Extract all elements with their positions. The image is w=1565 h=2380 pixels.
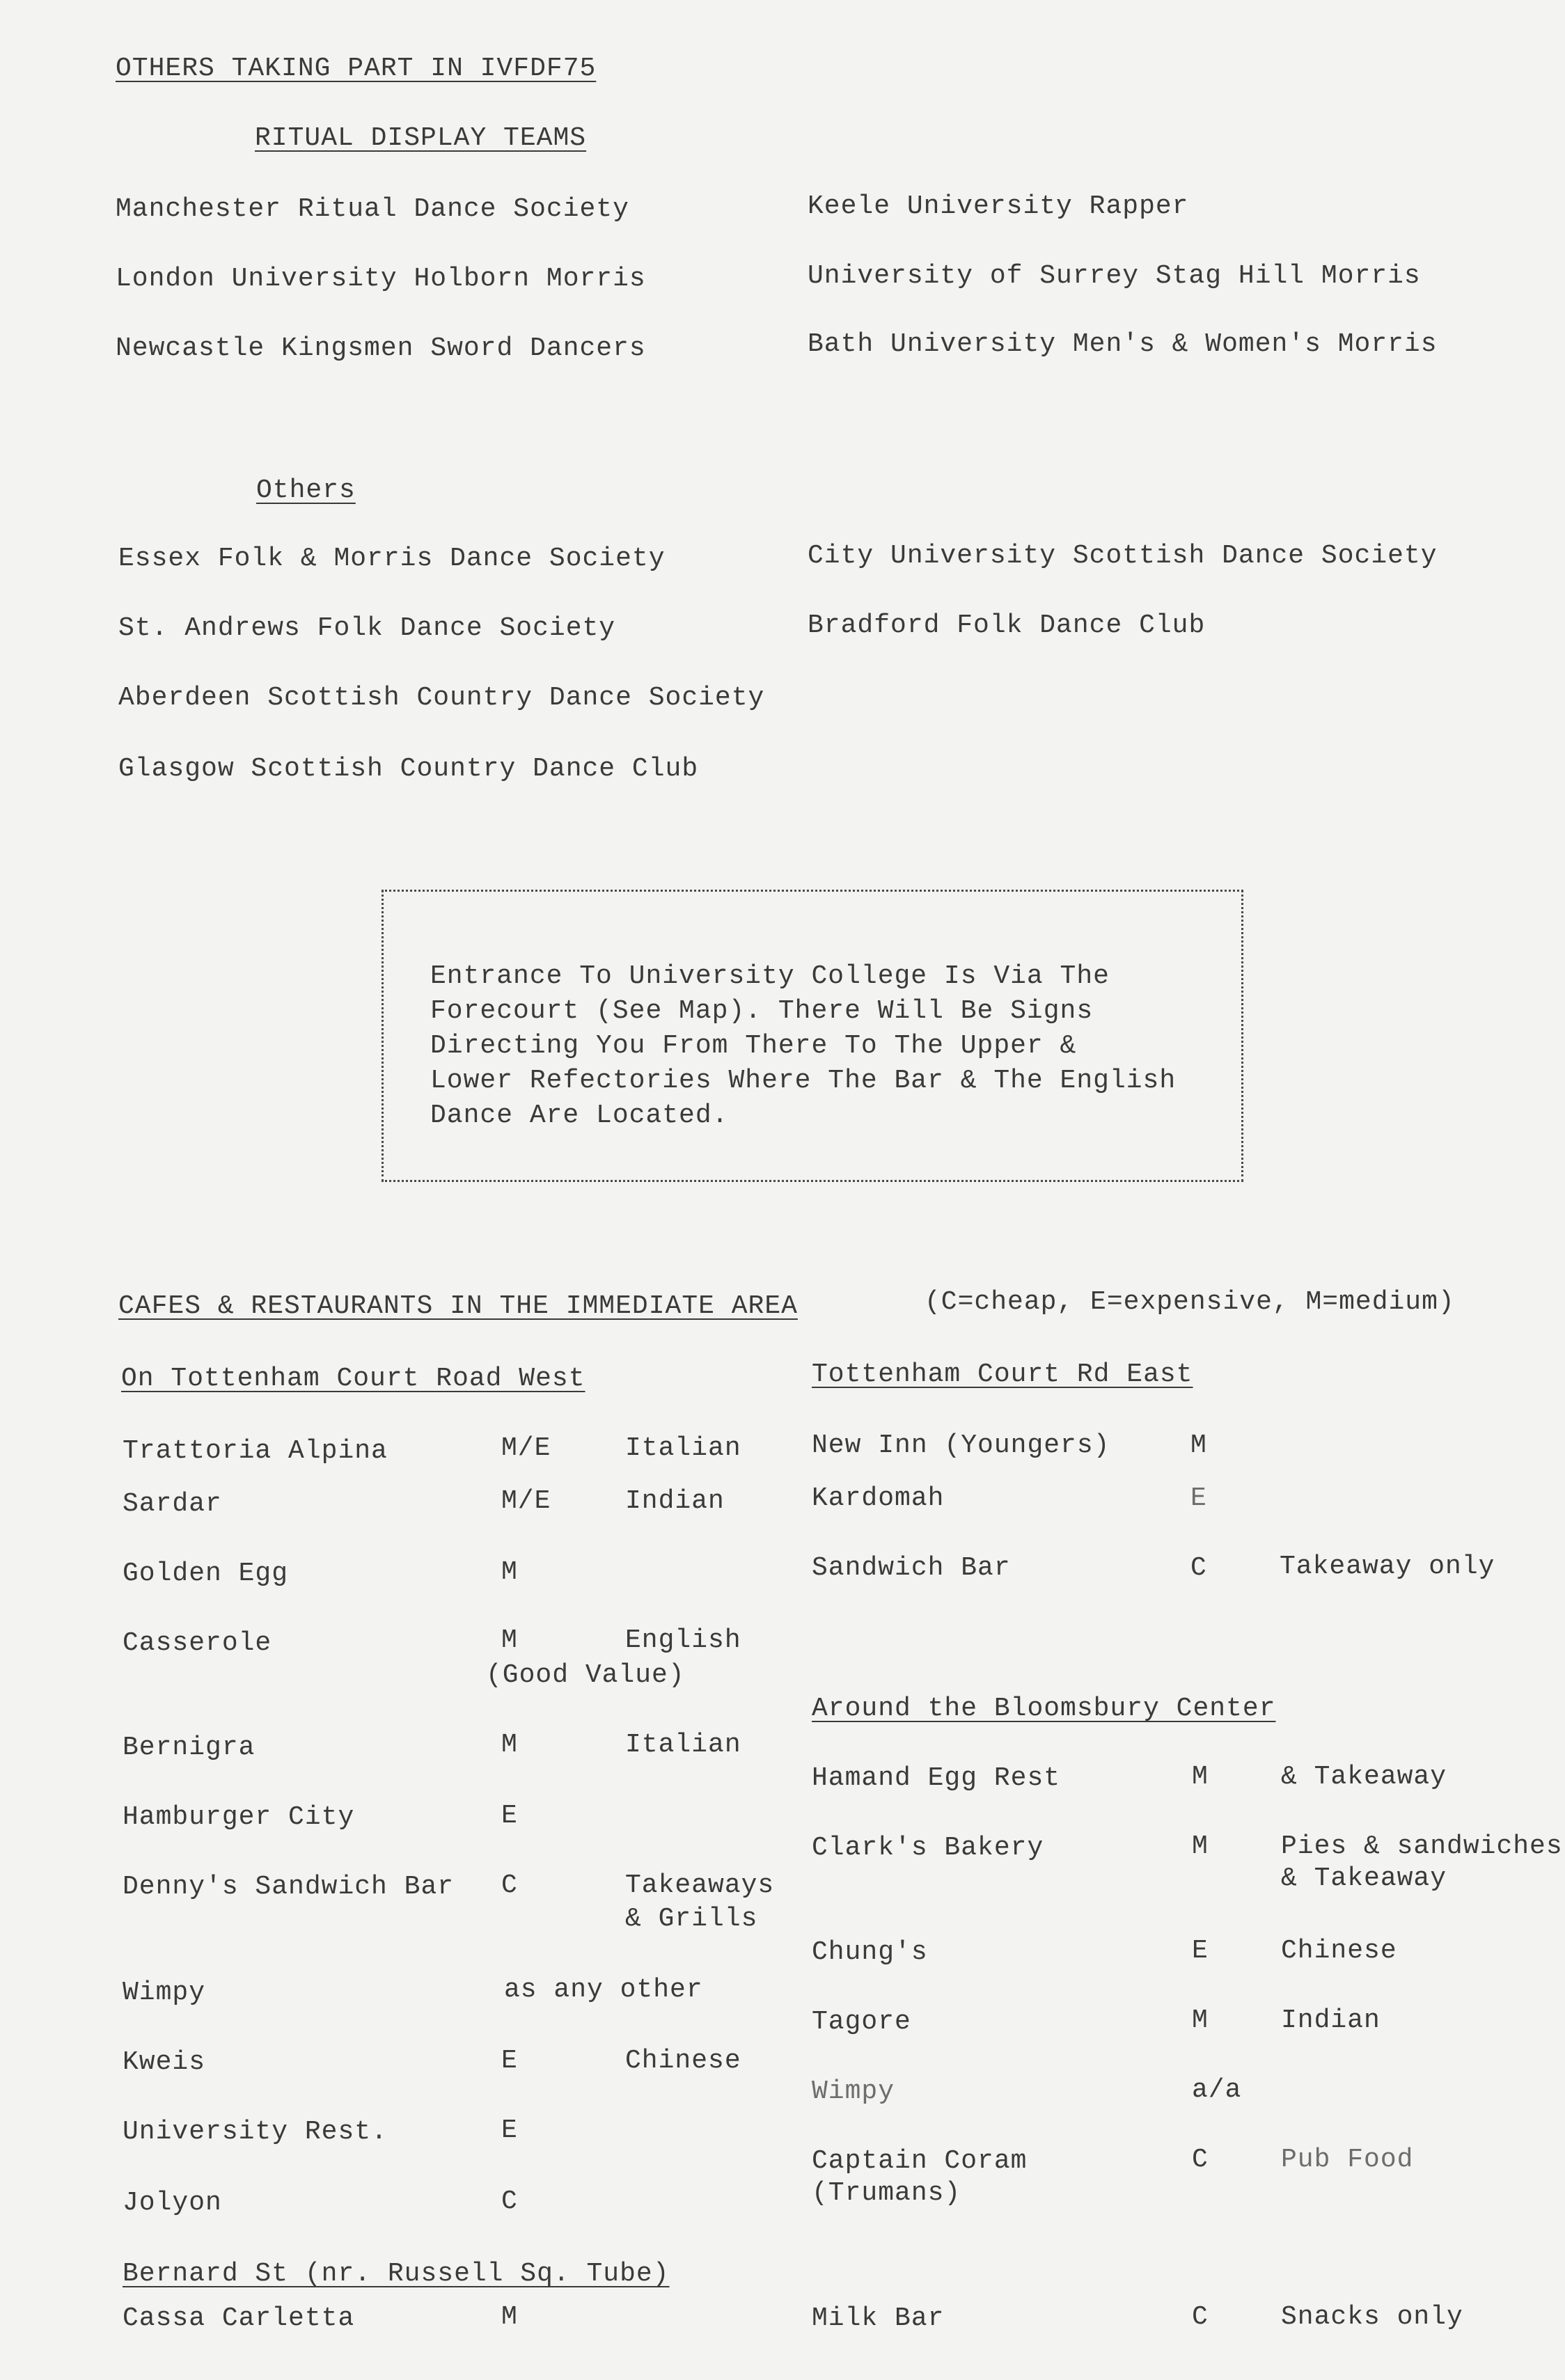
restaurant-note-2: & Takeaway [1281,1863,1447,1893]
restaurant-name: Hamand Egg Rest [812,1763,1061,1793]
ritual-team: London University Holborn Morris [116,264,646,294]
society-item: St. Andrews Folk Dance Society [118,613,616,643]
restaurant-name: Sandwich Bar [812,1553,1011,1583]
ritual-team: Keele University Rapper [808,191,1189,221]
restaurant-name: Hamburger City [123,1802,355,1832]
society-item: Essex Folk & Morris Dance Society [118,544,666,574]
ritual-team: Manchester Ritual Dance Society [116,194,629,224]
restaurant-price: M [1192,1831,1209,1861]
restaurant-note: & Takeaway [1281,1762,1447,1792]
bernard-heading: Bernard St (nr. Russell Sq. Tube) [123,2259,670,2289]
restaurant-note: Pies & sandwiches [1281,1831,1563,1861]
restaurant-name: Captain Coram [812,2146,1028,2176]
restaurant-name: Clark's Bakery [812,1833,1044,1863]
restaurant-name: Kweis [123,2047,206,2077]
society-item: Glasgow Scottish Country Dance Club [118,754,699,784]
restaurant-note: Chinese [1281,1936,1397,1966]
society-item: City University Scottish Dance Society [808,541,1438,571]
ritual-team: Newcastle Kingsmen Sword Dancers [116,333,646,363]
restaurant-note: English [625,1625,741,1655]
ritual-heading: RITUAL DISPLAY TEAMS [255,123,587,153]
restaurant-name-2: (Trumans) [812,2178,961,2208]
restaurant-name: Chung's [812,1937,928,1967]
restaurant-name: Wimpy [812,2076,895,2106]
restaurant-price: M [1192,1762,1209,1792]
restaurant-price: C [1190,1553,1207,1583]
restaurant-note: Pub Food [1281,2145,1414,2175]
restaurant-name: Golden Egg [123,1559,289,1589]
restaurant-price: C [501,2186,518,2216]
cafes-heading: CAFES & RESTAURANTS IN THE IMMEDIATE AREA [118,1291,798,1321]
restaurant-name: University Rest. [123,2117,388,2147]
notice-line: Lower Refectories Where The Bar & The English [430,1066,1177,1096]
notice-line: Entrance To University College Is Via The [430,961,1110,991]
restaurant-name: Jolyon [123,2188,222,2218]
restaurant-price: M [1192,2005,1209,2035]
restaurant-name: Cassa Carletta [123,2303,355,2333]
page-title: OTHERS TAKING PART IN IVFDF75 [116,54,597,84]
restaurant-note: Italian [625,1433,741,1463]
restaurant-price: M/E [501,1433,551,1463]
restaurant-name: Trattoria Alpina [123,1436,388,1466]
restaurant-note: Takeaway only [1280,1552,1495,1582]
restaurant-note: Indian [1281,2005,1381,2035]
restaurant-name: Tagore [812,2007,911,2037]
society-item: Bradford Folk Dance Club [808,610,1206,640]
restaurant-note: Indian [625,1486,725,1516]
restaurant-price: C [1192,2302,1209,2332]
notice-line: Forecourt (See Map). There Will Be Signs [430,996,1094,1026]
west-heading: On Tottenham Court Road West [121,1364,585,1394]
restaurant-price: M [501,1557,518,1587]
society-item: Aberdeen Scottish Country Dance Society [118,683,765,713]
restaurant-name: Milk Bar [812,2303,945,2333]
ritual-team: University of Surrey Stag Hill Morris [808,261,1421,291]
restaurant-name: New Inn (Youngers) [812,1431,1110,1460]
restaurant-price: M [1190,1431,1207,1460]
restaurant-note-2: & Grills [625,1904,758,1934]
restaurant-name: Sardar [123,1489,222,1519]
restaurant-price: E [1190,1483,1207,1513]
bloomsbury-heading: Around the Bloomsbury Center [812,1694,1276,1724]
east-heading: Tottenham Court Rd East [812,1360,1193,1389]
restaurant-note: Snacks only [1281,2302,1463,2332]
restaurant-price: a/a [1192,2075,1242,2105]
restaurant-price: M [501,2302,518,2332]
restaurant-name: Wimpy [123,1978,206,2008]
restaurant-price: E [501,2115,518,2145]
notice-line: Directing You From There To The Upper & [430,1031,1077,1061]
notice-line: Dance Are Located. [430,1101,729,1130]
restaurant-note: Chinese [625,2046,741,2076]
restaurant-name: Bernigra [123,1733,255,1763]
restaurant-name: Casserole [123,1628,272,1658]
others-heading: Others [256,475,356,505]
restaurant-price: as any other [504,1975,703,2005]
restaurant-price: E [1192,1936,1209,1966]
restaurant-note-extra: (Good Value) [486,1660,685,1690]
restaurant-price: M [501,1625,518,1655]
restaurant-price: C [501,1870,518,1900]
restaurant-price: E [501,2046,518,2076]
restaurant-note: Italian [625,1730,741,1760]
restaurant-name: Kardomah [812,1483,945,1513]
restaurant-price: M/E [501,1486,551,1516]
ritual-team: Bath University Men's & Women's Morris [808,329,1438,359]
restaurant-price: M [501,1730,518,1760]
restaurant-price: E [501,1801,518,1831]
restaurant-price: C [1192,2145,1209,2175]
restaurant-note: Takeaways [625,1870,775,1900]
restaurant-name: Denny's Sandwich Bar [123,1872,455,1902]
price-key: (C=cheap, E=expensive, M=medium) [925,1287,1455,1317]
